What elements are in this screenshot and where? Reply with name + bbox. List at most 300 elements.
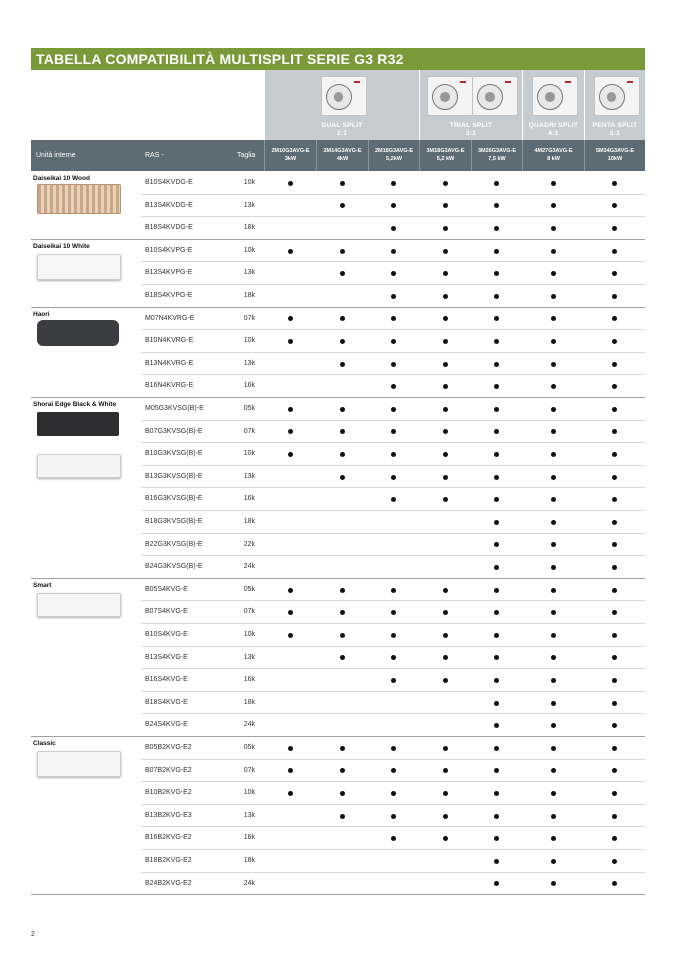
compatible-dot xyxy=(443,384,448,389)
outdoor-model: 4M27G3AVG-E xyxy=(534,148,573,154)
taglia-value: 13k xyxy=(243,811,255,819)
compatible-dot xyxy=(340,814,345,819)
table-row xyxy=(141,262,645,285)
compatible-dot xyxy=(494,814,499,819)
indoor-unit-image xyxy=(37,751,121,777)
compatible-dot xyxy=(494,407,499,412)
taglia-value: 10k xyxy=(243,337,255,345)
taglia-value: 13k xyxy=(243,653,255,661)
compatible-dot xyxy=(612,226,617,231)
taglia-value: 07k xyxy=(243,427,255,435)
compatible-dot xyxy=(443,588,448,593)
compatible-dot xyxy=(391,271,396,276)
compatible-dot xyxy=(494,881,499,886)
table-header xyxy=(31,140,645,171)
indoor-unit-image xyxy=(37,593,121,617)
compatible-dot xyxy=(494,497,499,502)
ras-model: B13G3KVSG(B)-E xyxy=(145,472,203,480)
compatible-dot xyxy=(612,497,617,502)
table-row xyxy=(141,195,645,218)
ras-model: B13N4KVRG-E xyxy=(145,359,194,367)
compatible-dot xyxy=(391,384,396,389)
outdoor-model: 3M26G3AVG-E xyxy=(477,148,517,154)
header-outdoor-model xyxy=(471,140,522,171)
compatible-dot xyxy=(494,203,499,208)
compatible-dot xyxy=(288,429,293,434)
taglia-value: 24k xyxy=(243,563,255,571)
compatible-dot xyxy=(340,181,345,186)
compatible-dot xyxy=(391,452,396,457)
taglia-value: 10k xyxy=(243,179,255,186)
compatible-dot xyxy=(612,746,617,751)
compatible-dot xyxy=(551,429,556,434)
compatible-dot xyxy=(551,520,556,525)
compatible-dot xyxy=(391,791,396,796)
taglia-value: 13k xyxy=(243,201,255,209)
compatible-dot xyxy=(443,497,448,502)
ras-model: B18S4KVG-E xyxy=(145,698,188,706)
table-row xyxy=(141,737,645,760)
compatible-dot xyxy=(494,271,499,276)
compatible-dot xyxy=(391,836,396,841)
compatible-dot xyxy=(391,746,396,751)
header-outdoor-model xyxy=(584,140,645,171)
compatible-dot xyxy=(494,362,499,367)
ras-model: B13S4KVDG-E xyxy=(145,201,193,209)
compatible-dot xyxy=(494,520,499,525)
table-row xyxy=(141,466,645,489)
compatible-dot xyxy=(612,384,617,389)
compatible-dot xyxy=(494,339,499,344)
compatible-dot xyxy=(443,316,448,321)
header-indoor: Unità interne xyxy=(36,152,76,159)
ras-model: B22G3KVSG(B)-E xyxy=(145,540,203,548)
compatible-dot xyxy=(494,384,499,389)
table-row xyxy=(141,624,645,647)
compatible-dot xyxy=(443,836,448,841)
table-row xyxy=(141,353,645,376)
taglia-value: 16k xyxy=(243,382,255,390)
ras-model: B18S4KVDG-E xyxy=(145,224,193,232)
outdoor-unit-image xyxy=(427,76,473,116)
taglia-value: 18k xyxy=(243,224,255,232)
outdoor-power: 10kW xyxy=(607,156,623,162)
ras-model: B13S4KVG-E xyxy=(145,653,188,661)
ras-model: B10B2KVG-E2 xyxy=(145,789,192,797)
compatible-dot xyxy=(494,226,499,231)
compatible-dot xyxy=(612,791,617,796)
compatible-dot xyxy=(391,475,396,480)
ras-model: B18G3KVSG(B)-E xyxy=(145,518,203,525)
ras-model: M07N4KVRG-E xyxy=(145,314,195,322)
compatible-dot xyxy=(443,249,448,254)
taglia-value: 07k xyxy=(243,314,255,322)
compatible-dot xyxy=(612,181,617,186)
indoor-family-name: Shorai Edge Black & White xyxy=(33,401,117,408)
compatible-dot xyxy=(612,339,617,344)
ras-model: B24S4KVG-E xyxy=(145,721,188,729)
table-row xyxy=(141,330,645,353)
outdoor-model: 5M34G3AVG-E xyxy=(595,148,635,154)
compatible-dot xyxy=(391,610,396,615)
outdoor-unit-image xyxy=(594,76,640,116)
compatible-dot xyxy=(391,249,396,254)
compatible-dot xyxy=(494,768,499,773)
table-row xyxy=(141,217,645,240)
taglia-value: 13k xyxy=(243,472,255,480)
compatible-dot xyxy=(391,362,396,367)
ras-model: M05G3KVSG(B)-E xyxy=(145,405,204,412)
header-outdoor-model xyxy=(264,140,316,171)
ras-model: B18B2KVG-E2 xyxy=(145,857,192,864)
compatible-dot xyxy=(443,655,448,660)
compatible-dot xyxy=(612,565,617,570)
table-row xyxy=(141,782,645,805)
compatible-dot xyxy=(288,633,293,638)
outdoor-unit-image xyxy=(532,76,578,116)
compatible-dot xyxy=(494,475,499,480)
outdoor-model: 2M10G3AVG-E xyxy=(271,148,310,154)
compatible-dot xyxy=(494,429,499,434)
table-row xyxy=(141,601,645,624)
compatible-dot xyxy=(612,520,617,525)
brand-logo-icon xyxy=(460,81,466,83)
compatible-dot xyxy=(443,633,448,638)
compatible-dot xyxy=(612,678,617,683)
compatible-dot xyxy=(551,226,556,231)
compatible-dot xyxy=(340,655,345,660)
taglia-value: 22k xyxy=(243,540,255,548)
brand-logo-icon xyxy=(505,81,511,83)
taglia-value: 07k xyxy=(243,766,255,774)
ras-model: B16G3KVSG(B)-E xyxy=(145,495,203,503)
compatible-dot xyxy=(494,181,499,186)
compatible-dot xyxy=(551,768,556,773)
compatible-dot xyxy=(612,203,617,208)
group-label xyxy=(420,122,522,138)
compatible-dot xyxy=(391,814,396,819)
compatible-dot xyxy=(551,384,556,389)
compatible-dot xyxy=(494,316,499,321)
indoor-unit-image xyxy=(37,320,119,346)
compatible-dot xyxy=(340,362,345,367)
compatible-dot xyxy=(551,836,556,841)
compatible-dot xyxy=(612,475,617,480)
compatible-dot xyxy=(391,316,396,321)
compatible-dot xyxy=(551,294,556,299)
compatible-dot xyxy=(288,768,293,773)
group-cell xyxy=(584,70,645,140)
ras-model: B16N4KVRG-E xyxy=(145,382,194,390)
group-name: TRIAL SPLIT xyxy=(449,122,493,129)
brand-logo-icon xyxy=(565,81,571,83)
table-row xyxy=(141,375,645,398)
compatible-dot xyxy=(340,429,345,434)
compatible-dot xyxy=(340,475,345,480)
table-row xyxy=(141,647,645,670)
compatible-dot xyxy=(494,610,499,615)
compatible-dot xyxy=(551,791,556,796)
ras-model: B05B2KVG-E2 xyxy=(145,744,192,751)
group-name: PENTA SPLIT xyxy=(592,122,638,129)
ras-model: B13B2KVG-E3 xyxy=(145,811,192,819)
compatible-dot xyxy=(494,655,499,660)
header-outdoor-model xyxy=(522,140,584,171)
compatible-dot xyxy=(443,294,448,299)
taglia-value: 07k xyxy=(243,608,255,616)
compatible-dot xyxy=(391,181,396,186)
compatible-dot xyxy=(391,678,396,683)
ras-model: B10S4KVG-E xyxy=(145,631,188,638)
group-ratio: 2:1 xyxy=(336,130,348,137)
compatible-dot xyxy=(551,316,556,321)
compatible-dot xyxy=(551,271,556,276)
group-name: QUADRI SPLIT xyxy=(528,122,579,129)
compatible-dot xyxy=(288,249,293,254)
ras-model: B18S4KVPG-E xyxy=(145,292,193,299)
table-row xyxy=(141,669,645,692)
compatible-dot xyxy=(612,407,617,412)
compatible-dot xyxy=(443,429,448,434)
compatible-dot xyxy=(494,791,499,796)
taglia-value: 05k xyxy=(243,744,255,751)
compatible-dot xyxy=(551,701,556,706)
compatible-dot xyxy=(391,768,396,773)
outdoor-power: 5,2kW xyxy=(386,156,402,162)
table-row xyxy=(141,511,645,534)
taglia-value: 13k xyxy=(243,359,255,367)
compatible-dot xyxy=(551,610,556,615)
compatible-dot xyxy=(443,746,448,751)
page-number: 2 xyxy=(31,931,35,938)
taglia-value: 24k xyxy=(243,721,255,729)
fan-icon xyxy=(537,84,563,110)
compatible-dot xyxy=(391,655,396,660)
compatible-dot xyxy=(288,181,293,186)
group-label xyxy=(585,122,645,138)
compatible-dot xyxy=(612,362,617,367)
compatible-dot xyxy=(443,452,448,457)
compatible-dot xyxy=(443,339,448,344)
group-label xyxy=(523,122,584,138)
compatible-dot xyxy=(494,678,499,683)
taglia-value: 16k xyxy=(243,495,255,503)
taglia-value: 05k xyxy=(243,405,255,412)
compatible-dot xyxy=(551,814,556,819)
compatible-dot xyxy=(288,791,293,796)
table-row xyxy=(141,873,645,896)
table-row xyxy=(141,692,645,715)
compatible-dot xyxy=(391,203,396,208)
compatible-dot xyxy=(340,203,345,208)
taglia-value: 10k xyxy=(243,631,255,638)
outdoor-power: 3kW xyxy=(284,156,297,162)
taglia-value: 10k xyxy=(243,246,255,254)
header-outdoor-model xyxy=(316,140,368,171)
ras-model: B07S4KVG-E xyxy=(145,608,188,616)
compatible-dot xyxy=(612,633,617,638)
compatible-dot xyxy=(612,836,617,841)
outdoor-model: 2M14G3AVG-E xyxy=(323,148,362,154)
fan-icon xyxy=(432,84,458,110)
ras-model: B07B2KVG-E2 xyxy=(145,766,192,774)
compatible-dot xyxy=(494,294,499,299)
compatible-dot xyxy=(340,791,345,796)
group-ratio: 3:1 xyxy=(465,130,477,137)
compatible-dot xyxy=(443,271,448,276)
table-row xyxy=(141,172,645,195)
group-name: DUAL SPLIT xyxy=(321,122,363,129)
indoor-family-name: Smart xyxy=(33,581,52,589)
compatible-dot xyxy=(494,542,499,547)
compatible-dot xyxy=(340,746,345,751)
compatible-dot xyxy=(494,249,499,254)
taglia-value: 05k xyxy=(243,585,255,593)
compatible-dot xyxy=(612,271,617,276)
indoor-family-name: Daiseikai 10 Wood xyxy=(33,175,90,182)
fan-icon xyxy=(326,84,352,110)
compatible-dot xyxy=(551,407,556,412)
compatible-dot xyxy=(551,678,556,683)
compatible-dot xyxy=(612,655,617,660)
compatible-dot xyxy=(443,475,448,480)
indoor-family-name: Haori xyxy=(33,310,50,318)
compatible-dot xyxy=(494,452,499,457)
compatible-dot xyxy=(443,791,448,796)
group-cell xyxy=(522,70,584,140)
compatible-dot xyxy=(340,452,345,457)
table-row xyxy=(141,421,645,444)
compatible-dot xyxy=(391,294,396,299)
compatible-dot xyxy=(612,610,617,615)
table-row xyxy=(141,827,645,850)
compatible-dot xyxy=(551,655,556,660)
compatible-dot xyxy=(443,814,448,819)
compatible-dot xyxy=(612,452,617,457)
table-row xyxy=(141,760,645,783)
compatible-dot xyxy=(551,203,556,208)
compatible-dot xyxy=(494,588,499,593)
table-row xyxy=(141,443,645,466)
compatible-dot xyxy=(443,407,448,412)
compatible-dot xyxy=(288,746,293,751)
table-row xyxy=(141,850,645,873)
compatible-dot xyxy=(443,678,448,683)
compatible-dot xyxy=(288,339,293,344)
compatible-dot xyxy=(443,181,448,186)
compatible-dot xyxy=(612,701,617,706)
brand-logo-icon xyxy=(354,81,360,83)
compatible-dot xyxy=(612,768,617,773)
compatible-dot xyxy=(612,588,617,593)
compatible-dot xyxy=(612,294,617,299)
compatible-dot xyxy=(340,588,345,593)
taglia-value: 16k xyxy=(243,676,255,684)
compatible-dot xyxy=(551,565,556,570)
compatible-dot xyxy=(340,768,345,773)
compatible-dot xyxy=(551,859,556,864)
compatible-dot xyxy=(612,723,617,728)
compatible-dot xyxy=(494,633,499,638)
taglia-value: 18k xyxy=(243,292,255,299)
ras-model: B24G3KVSG(B)-E xyxy=(145,563,203,571)
compatible-dot xyxy=(443,226,448,231)
table-row xyxy=(141,579,645,602)
compatible-dot xyxy=(443,610,448,615)
indoor-unit-image-white xyxy=(37,454,121,478)
ras-model: B10S4KVDG-E xyxy=(145,179,193,186)
taglia-value: 18k xyxy=(243,698,255,706)
ras-model: B10G3KVSG(B)-E xyxy=(145,450,203,458)
compatible-dot xyxy=(391,429,396,434)
fan-icon xyxy=(477,84,503,110)
outdoor-unit-image xyxy=(472,76,518,116)
compatible-dot xyxy=(391,633,396,638)
fan-icon xyxy=(599,84,625,110)
compatible-dot xyxy=(391,588,396,593)
ras-model: B05S4KVG-E xyxy=(145,585,188,593)
compatible-dot xyxy=(443,362,448,367)
taglia-value: 18k xyxy=(243,518,255,525)
compatible-dot xyxy=(551,339,556,344)
compatible-dot xyxy=(494,746,499,751)
table-row xyxy=(141,308,645,331)
indoor-family-name: Daiseikai 10 White xyxy=(33,242,90,250)
ras-model: B10N4KVRG-E xyxy=(145,337,194,345)
compatible-dot xyxy=(612,316,617,321)
group-label xyxy=(265,122,419,138)
taglia-value: 10k xyxy=(243,450,255,458)
compatible-dot xyxy=(288,316,293,321)
compatible-dot xyxy=(551,497,556,502)
compatible-dot xyxy=(340,249,345,254)
compatible-dot xyxy=(340,633,345,638)
compatible-dot xyxy=(551,746,556,751)
compatible-dot xyxy=(288,407,293,412)
compatible-dot xyxy=(612,429,617,434)
indoor-unit-image xyxy=(37,412,119,436)
table-bottom-rule xyxy=(31,894,645,895)
ras-model: B10S4KVPG-E xyxy=(145,246,193,254)
compatible-dot xyxy=(551,475,556,480)
compatible-dot xyxy=(288,452,293,457)
header-taglia: Taglia xyxy=(237,152,256,159)
compatible-dot xyxy=(494,723,499,728)
compatible-dot xyxy=(391,339,396,344)
compatible-dot xyxy=(340,610,345,615)
compatible-dot xyxy=(551,881,556,886)
group-ratio: 4:1 xyxy=(548,130,559,137)
table-row xyxy=(141,240,645,263)
outdoor-units-band xyxy=(264,70,645,140)
compatible-dot xyxy=(612,814,617,819)
outdoor-power: 8 kW xyxy=(547,156,560,162)
table-row xyxy=(141,805,645,828)
table-row xyxy=(141,714,645,737)
header-outdoor-model xyxy=(419,140,471,171)
compatible-dot xyxy=(494,701,499,706)
compatible-dot xyxy=(494,859,499,864)
group-ratio: 5:1 xyxy=(609,130,621,137)
ras-model: B16B2KVG-E2 xyxy=(145,834,192,842)
compatible-dot xyxy=(551,633,556,638)
brand-logo-icon xyxy=(627,81,633,83)
taglia-value: 24k xyxy=(243,879,255,887)
taglia-value: 18k xyxy=(243,857,255,864)
taglia-value: 16k xyxy=(243,834,255,842)
compatible-dot xyxy=(551,588,556,593)
outdoor-power: 5,2 kW xyxy=(436,156,455,162)
